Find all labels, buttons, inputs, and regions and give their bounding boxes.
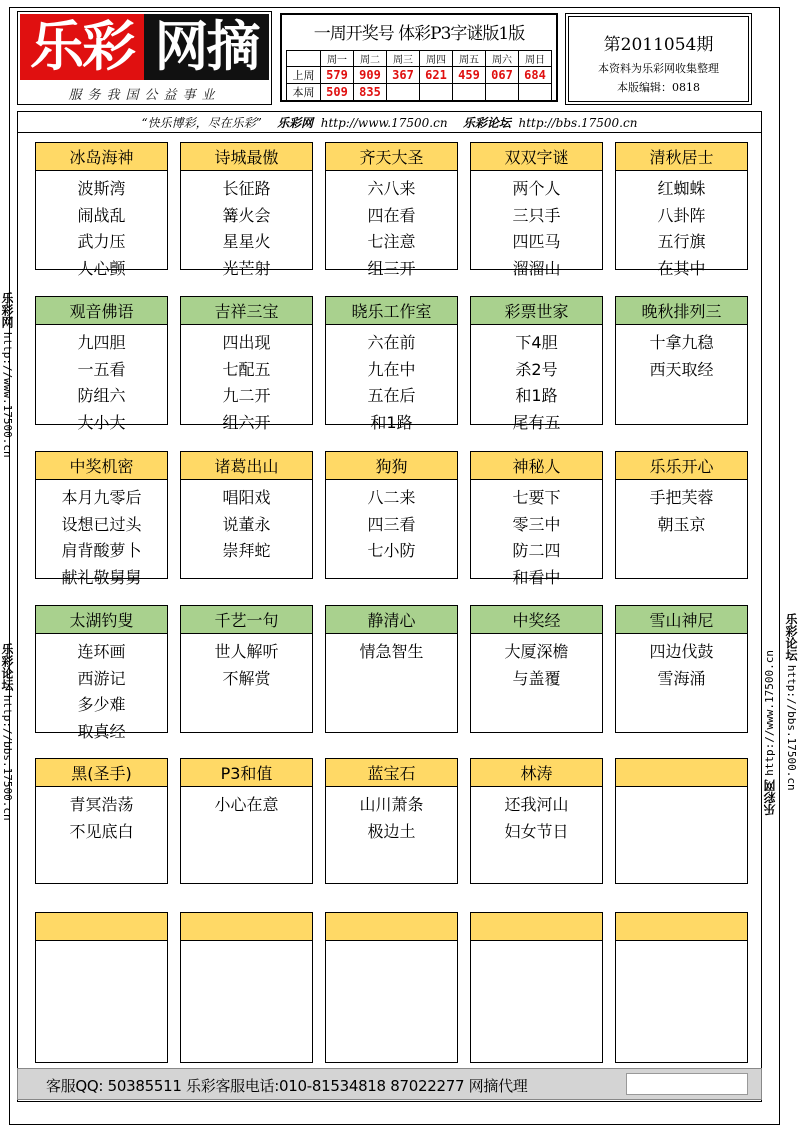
- tile-line: 世人解听: [214, 642, 279, 661]
- tile-body: [326, 325, 457, 436]
- tile-body: [326, 941, 457, 946]
- tile-title: [181, 913, 312, 941]
- tile-line: 四出现: [222, 333, 271, 352]
- tile-line: 九二开: [222, 386, 271, 405]
- tile-title: 千艺一句: [181, 606, 312, 634]
- puzzle-tile: [470, 296, 603, 432]
- tile-line: 星星火: [222, 232, 271, 251]
- tile-line: 取真经: [77, 721, 126, 741]
- puzzle-tile: [180, 142, 313, 278]
- puzzle-tile: [325, 912, 458, 1063]
- tagline-quote: “快乐博彩，尽在乐彩”: [141, 116, 262, 130]
- puzzle-tile: [35, 605, 168, 741]
- tile-title: 狗狗: [326, 452, 457, 480]
- result-number: [453, 84, 486, 101]
- tile-line: 五在后: [367, 386, 416, 405]
- tile-line: 十拿九稳: [649, 333, 714, 352]
- tile-line: 五行旗: [657, 232, 706, 251]
- tile-line: 零三中: [512, 514, 561, 534]
- tile-body: [471, 325, 602, 436]
- side-text-left-bottom: 乐彩论坛 http://bbs.17500.cn: [0, 643, 14, 821]
- puzzle-tile: [35, 296, 168, 432]
- tile-title: 彩票世家: [471, 297, 602, 325]
- puzzle-tile: [35, 142, 168, 278]
- tile-line: 人心颤: [77, 258, 126, 278]
- tile-line: 六在前: [367, 333, 416, 352]
- tile-line: 不解赏: [222, 668, 271, 688]
- puzzle-tile: [180, 451, 313, 579]
- tile-line: 八卦阵: [657, 205, 706, 225]
- result-number: 067: [486, 67, 519, 84]
- tile-body: [36, 325, 167, 436]
- tile-line: 唱阳戏: [222, 488, 271, 507]
- result-number: [420, 84, 453, 101]
- tile-title: 双双字谜: [471, 143, 602, 171]
- tile-title: [616, 913, 747, 941]
- tile-title: 中奖经: [471, 606, 602, 634]
- puzzle-tile: [180, 758, 313, 884]
- puzzle-tile: [470, 142, 603, 278]
- tile-title: 神秘人: [471, 452, 602, 480]
- puzzle-tile: [615, 142, 748, 278]
- site-link-name[interactable]: 乐彩网: [277, 116, 314, 130]
- tile-body: [181, 787, 312, 819]
- puzzle-tile: [325, 605, 458, 733]
- tile-line: 组三开: [367, 258, 416, 278]
- weekly-results-panel: [280, 13, 558, 102]
- issue-source: 本资料为乐彩网收集整理: [598, 62, 719, 75]
- tile-title: 齐天大圣: [326, 143, 457, 171]
- tile-body: [616, 941, 747, 946]
- tile-line: 七配五: [222, 359, 271, 379]
- tile-body: [471, 634, 602, 692]
- puzzle-tile: [35, 758, 168, 884]
- forum-link-url[interactable]: http://bbs.17500.cn: [518, 116, 638, 130]
- tile-line: 红蜘蛛: [657, 179, 706, 198]
- results-table: [286, 50, 552, 101]
- tile-body: [36, 941, 167, 946]
- lecai-logo[interactable]: [17, 11, 272, 105]
- tile-line: 尾有五: [512, 412, 561, 432]
- logo-text-2: 网摘: [154, 15, 259, 78]
- tile-title: 蓝宝石: [326, 759, 457, 787]
- tile-line: 九在中: [367, 359, 416, 379]
- tile-line: 七注意: [367, 232, 416, 251]
- tile-title: 观音佛语: [36, 297, 167, 325]
- puzzle-tile: [35, 912, 168, 1063]
- logo-black-block: [144, 14, 269, 80]
- puzzle-tile: [470, 605, 603, 733]
- tile-line: 西游记: [77, 668, 126, 688]
- tile-line: 四在看: [367, 205, 416, 225]
- tagline-divider: [18, 132, 761, 133]
- puzzle-tile: [615, 605, 748, 733]
- tile-line: 设想已过头: [61, 514, 142, 534]
- puzzle-tile: [180, 912, 313, 1063]
- tile-body: [181, 171, 312, 282]
- tile-line: 下4胆: [515, 333, 558, 352]
- day-header: 周五: [453, 51, 486, 67]
- tile-body: [326, 480, 457, 565]
- puzzle-tile: [470, 451, 603, 587]
- tile-line: 与盖覆: [512, 668, 561, 688]
- tile-line: 长征路: [222, 179, 271, 198]
- tile-body: [181, 480, 312, 565]
- tile-line: 防二四: [512, 541, 561, 560]
- tile-line: 青冥浩荡: [69, 795, 134, 814]
- tile-line: 七小防: [367, 541, 416, 560]
- result-number: 621: [420, 67, 453, 84]
- tile-body: [36, 634, 167, 745]
- result-number: 459: [453, 67, 486, 84]
- main-content: [17, 111, 762, 1102]
- tile-body: [181, 941, 312, 946]
- tile-title: 太湖钓叟: [36, 606, 167, 634]
- tile-body: [36, 787, 167, 845]
- tile-line: 本月九零后: [61, 488, 142, 507]
- tile-title: 晓乐工作室: [326, 297, 457, 325]
- day-header: 周日: [519, 51, 552, 67]
- result-number: [387, 84, 420, 101]
- puzzle-tile: [325, 451, 458, 579]
- tile-line: 光芒射: [222, 258, 271, 278]
- tile-line: 和1路: [370, 412, 413, 432]
- tile-body: [326, 171, 457, 282]
- tile-body: [616, 171, 747, 282]
- logo-slogan: 服务我国公益事业: [68, 88, 221, 103]
- tile-body: [616, 480, 747, 538]
- tile-title: [471, 913, 602, 941]
- result-number: 909: [354, 67, 387, 84]
- site-link-url[interactable]: http://www.17500.cn: [320, 116, 448, 130]
- day-header: 周二: [354, 51, 387, 67]
- logo-text-1: 乐彩: [30, 15, 134, 78]
- result-number: 579: [321, 67, 354, 84]
- tile-line: 说董永: [222, 514, 271, 534]
- tile-title: 冰岛海神: [36, 143, 167, 171]
- tile-body: [616, 325, 747, 383]
- puzzle-tile: [615, 296, 748, 425]
- last-week-label: 上周: [287, 67, 321, 84]
- day-header: 周六: [486, 51, 519, 67]
- result-number: 684: [519, 67, 552, 84]
- tile-line: 肩背酸萝卜: [61, 541, 142, 560]
- tile-line: 妇女节日: [504, 821, 569, 841]
- tile-line: 武力压: [77, 232, 126, 251]
- agent-input-box[interactable]: [626, 1073, 748, 1095]
- tile-body: [471, 171, 602, 282]
- tile-title: 中奖机密: [36, 452, 167, 480]
- puzzle-tile: [180, 605, 313, 733]
- tile-line: 连环画: [77, 642, 126, 661]
- tile-body: [471, 941, 602, 946]
- tile-line: 小心在意: [214, 795, 279, 814]
- tile-body: [36, 171, 167, 282]
- tagline: [18, 114, 761, 131]
- result-number: [519, 84, 552, 101]
- tile-line: 情急智生: [359, 642, 424, 661]
- tile-line: 八二来: [367, 488, 416, 507]
- footer-contact: 客服QQ: 50385511 乐彩客服电话:010-81534818 87022277 网摘代理: [46, 1077, 528, 1095]
- day-header: 周一: [321, 51, 354, 67]
- tile-title: 诸葛出山: [181, 452, 312, 480]
- day-header: 周三: [387, 51, 420, 67]
- tile-line: 西天取经: [649, 359, 714, 379]
- puzzle-tile: [35, 451, 168, 587]
- tile-line: 和1路: [515, 386, 558, 405]
- tile-line: 溜溜山: [512, 258, 561, 278]
- tile-title: 诗城最傲: [181, 143, 312, 171]
- puzzle-tile: [325, 142, 458, 278]
- tile-line: 崇拜蛇: [222, 541, 271, 560]
- tile-line: 七要下: [512, 488, 561, 507]
- puzzle-tile: [325, 758, 458, 884]
- tile-line: 不见底白: [69, 821, 134, 841]
- tile-body: [36, 480, 167, 591]
- tile-line: 大小大: [77, 412, 126, 432]
- tile-line: 和看中: [512, 567, 561, 587]
- tile-line: 极边土: [367, 821, 416, 841]
- tile-title: 晚秋排列三: [616, 297, 747, 325]
- tile-line: 组六开: [222, 412, 271, 432]
- puzzle-tile: [615, 912, 748, 1063]
- tile-body: [181, 325, 312, 436]
- day-header: 周四: [420, 51, 453, 67]
- tile-title: [36, 913, 167, 941]
- tile-line: 大厦深檐: [504, 642, 569, 661]
- footer-bar: [17, 1068, 762, 1100]
- tile-body: [181, 634, 312, 692]
- puzzle-tile: [470, 758, 603, 884]
- side-text-right-inner: 乐彩网 http://www.17500.cn: [763, 650, 777, 816]
- tile-title: 吉祥三宝: [181, 297, 312, 325]
- tile-title: 清秋居士: [616, 143, 747, 171]
- tile-title: [616, 759, 747, 787]
- results-corner-cell: [287, 51, 321, 67]
- tile-line: 朝玉京: [657, 514, 706, 534]
- tile-title: 黑(圣手): [36, 759, 167, 787]
- puzzle-tile: [180, 296, 313, 432]
- tile-line: 两个人: [512, 179, 561, 198]
- tile-line: 手把芙蓉: [649, 488, 714, 507]
- tile-line: 杀2号: [515, 359, 558, 379]
- tile-title: P3和值: [181, 759, 312, 787]
- tile-line: 闹战乱: [77, 205, 126, 225]
- tile-title: 静清心: [326, 606, 457, 634]
- puzzle-tile: [470, 912, 603, 1063]
- tile-body: [326, 634, 457, 666]
- side-text-left-top: 乐彩网 http://www.17500.cn: [0, 292, 14, 458]
- side-text-right-outer: 乐彩论坛 http://bbs.17500.cn: [784, 613, 798, 791]
- tile-line: 波斯湾: [77, 179, 126, 198]
- tile-line: 六八来: [367, 179, 416, 198]
- tile-body: [471, 787, 602, 845]
- tile-title: 雪山神尼: [616, 606, 747, 634]
- tile-line: 四三看: [367, 514, 416, 534]
- puzzle-tile: [325, 296, 458, 432]
- tile-title: 林涛: [471, 759, 602, 787]
- tile-line: 九四胆: [77, 333, 126, 352]
- tile-title: 乐乐开心: [616, 452, 747, 480]
- tile-body: [616, 787, 747, 792]
- tile-line: 在其中: [657, 258, 706, 278]
- tile-line: 四匹马: [512, 232, 561, 251]
- tile-body: [326, 787, 457, 845]
- forum-link-name[interactable]: 乐彩论坛: [462, 116, 511, 130]
- results-title: 一周开奖号 体彩P3字谜版1版: [313, 24, 525, 44]
- puzzle-tile: [615, 451, 748, 579]
- logo-red-block: [20, 14, 144, 80]
- tile-line: 献礼敬舅舅: [61, 567, 142, 587]
- tile-body: [616, 634, 747, 692]
- tile-line: 四边伐鼓: [649, 642, 714, 661]
- tile-line: 多少难: [77, 695, 126, 714]
- tile-line: 一五看: [77, 359, 126, 379]
- puzzle-tile: [615, 758, 748, 884]
- tile-line: 山川萧条: [359, 795, 424, 814]
- result-number: 509: [321, 84, 354, 101]
- tile-line: 三只手: [512, 205, 561, 225]
- result-number: [486, 84, 519, 101]
- tile-title: [326, 913, 457, 941]
- this-week-label: 本周: [287, 84, 321, 101]
- tile-line: 雪海涌: [657, 668, 706, 688]
- tile-line: 还我河山: [504, 795, 569, 814]
- tile-line: 篝火会: [222, 205, 271, 225]
- result-number: 367: [387, 67, 420, 84]
- issue-info-box: [565, 13, 752, 105]
- tile-line: 防组六: [77, 386, 126, 405]
- issue-number: 第2011054期: [603, 35, 714, 55]
- result-number: 835: [354, 84, 387, 101]
- tile-body: [471, 480, 602, 591]
- issue-editor: 本版编辑：0818: [617, 81, 700, 94]
